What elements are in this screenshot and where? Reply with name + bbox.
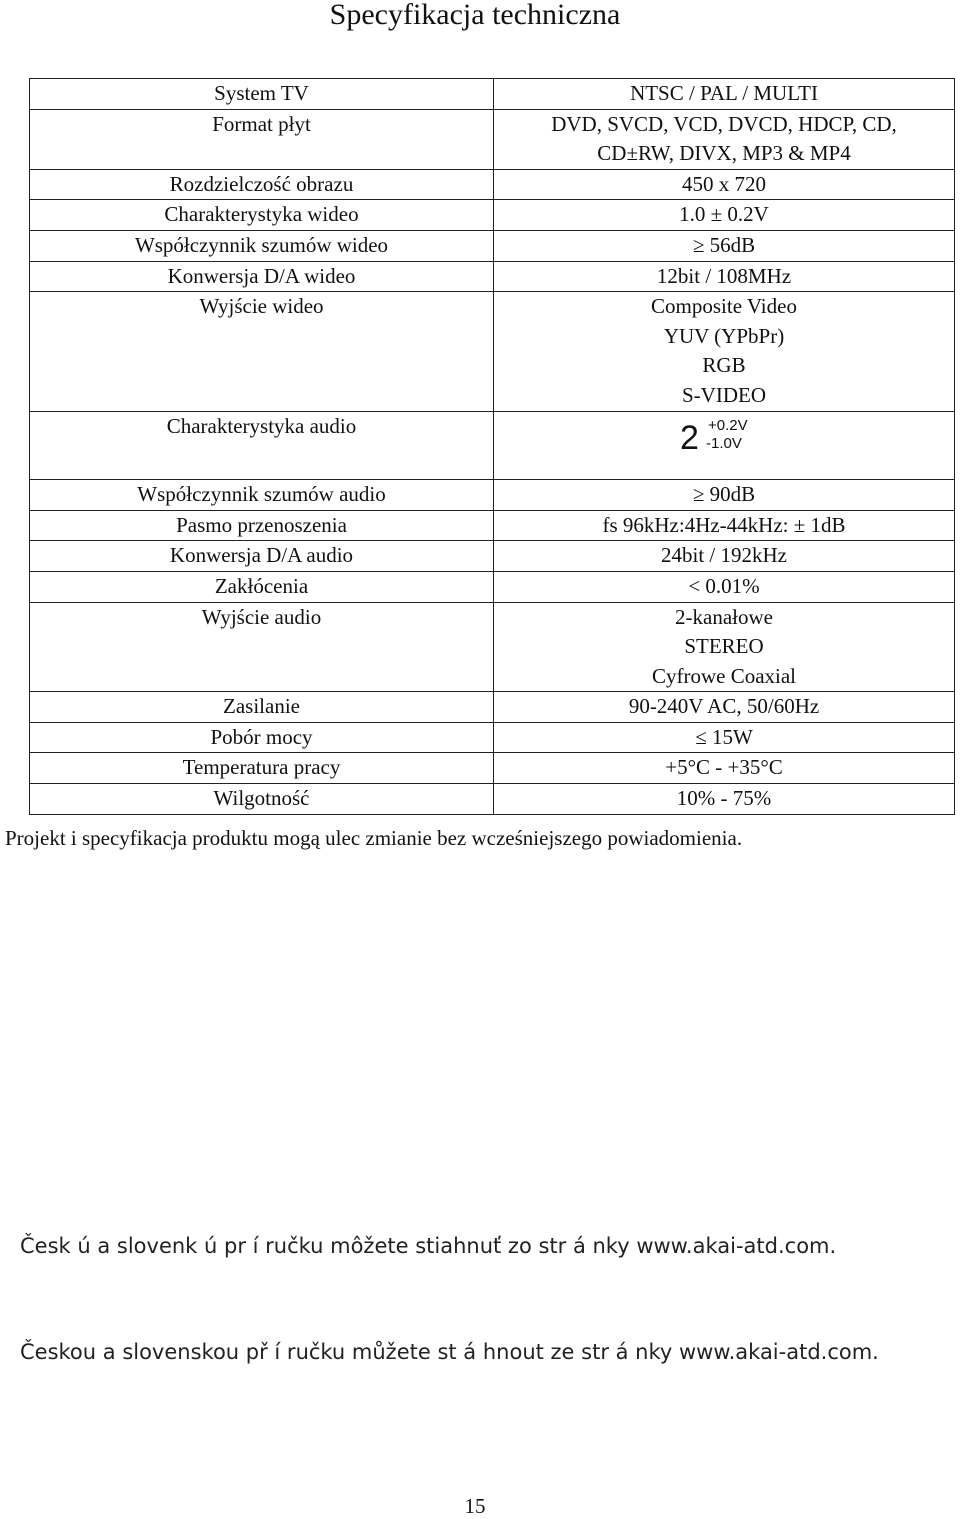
spec-value-line: 12bit / 108MHz xyxy=(656,263,792,288)
spec-row xyxy=(30,480,955,511)
spec-value-line: Composite Video xyxy=(651,294,797,319)
spec-row xyxy=(30,784,955,815)
spec-label xyxy=(30,200,494,231)
spec-row xyxy=(30,541,955,572)
spec-value xyxy=(494,230,955,261)
spec-label-text: Zakłócenia xyxy=(214,573,309,598)
change-notice: Projekt i specyfikacja produktu mogą ulec zmianie bez wcześniejszego powiadomienia. xyxy=(5,826,743,850)
spec-row xyxy=(30,169,955,200)
spec-row xyxy=(30,510,955,541)
spec-value-line: fs 96kHz:4Hz-44kHz: ± 1dB xyxy=(602,512,846,537)
spec-label-text: Zasilanie xyxy=(223,694,300,719)
slovak-manual-notice: Česk ú a slovenk ú pr í ručku môžete stiahnuť zo str á nky www.akai-atd.com. xyxy=(20,1234,837,1258)
spec-label-text: Pasmo przenoszenia xyxy=(176,512,347,537)
spec-label-text: Współczynnik szumów audio xyxy=(137,482,386,507)
audio-response-upper: +0.2V xyxy=(708,416,748,434)
audio-response-lower: -1.0V xyxy=(706,434,742,452)
spec-value-line: 10% - 75% xyxy=(676,786,772,811)
spec-label xyxy=(30,109,494,169)
spec-value xyxy=(494,261,955,292)
spec-label xyxy=(30,169,494,200)
spec-value xyxy=(494,200,955,231)
spec-value xyxy=(494,784,955,815)
audio-response-base: 2 xyxy=(680,418,699,457)
spec-label-text: System TV xyxy=(214,81,309,105)
spec-label xyxy=(30,692,494,723)
spec-value-line: 1.0 ± 0.2V xyxy=(679,202,769,227)
spec-value xyxy=(494,411,955,480)
audio-response-value xyxy=(674,412,774,471)
spec-value xyxy=(494,79,955,110)
spec-label-text: Wilgotność xyxy=(213,786,310,811)
spec-value xyxy=(494,753,955,784)
spec-row xyxy=(30,230,955,261)
spec-row xyxy=(30,722,955,753)
spec-row xyxy=(30,200,955,231)
spec-row xyxy=(30,692,955,723)
spec-label xyxy=(30,79,494,110)
spec-row xyxy=(30,411,955,480)
spec-label xyxy=(30,411,494,480)
spec-label-text: Wyjście audio xyxy=(201,604,322,629)
spec-value-line: 2-kanałowe xyxy=(675,604,773,629)
spec-label xyxy=(30,753,494,784)
spec-row xyxy=(30,261,955,292)
spec-value-line: 90-240V AC, 50/60Hz xyxy=(628,694,820,719)
spec-value xyxy=(494,602,955,692)
spec-value xyxy=(494,169,955,200)
spec-row xyxy=(30,109,955,169)
spec-label-text: Konwersja D/A audio xyxy=(169,543,354,568)
spec-label-text: Format płyt xyxy=(212,111,311,136)
spec-row xyxy=(30,79,955,110)
spec-label xyxy=(30,261,494,292)
czech-manual-notice: Českou a slovenskou př í ručku můžete st á hnout ze str á nky www.akai-atd.com. xyxy=(20,1340,879,1364)
spec-value-line: ≥ 90dB xyxy=(692,482,756,507)
spec-label-text: Temperatura pracy xyxy=(182,755,341,780)
spec-value-line: NTSC / PAL / MULTI xyxy=(630,81,818,105)
spec-value-line: 24bit / 192kHz xyxy=(661,543,787,568)
spec-row xyxy=(30,753,955,784)
spec-value-line: ≤ 15W xyxy=(695,724,753,749)
spec-value-line: STEREO xyxy=(684,634,764,659)
spec-table-body xyxy=(30,79,955,815)
spec-label xyxy=(30,571,494,602)
spec-row xyxy=(30,571,955,602)
spec-value-line: DVD, SVCD, VCD, DVCD, HDCP, CD, xyxy=(551,111,897,136)
spec-label-text: Charakterystyka audio xyxy=(166,413,357,438)
spec-label-text: Charakterystyka wideo xyxy=(164,202,359,227)
page-title: Specyfikacja techniczna xyxy=(329,0,621,31)
spec-label-text: Współczynnik szumów wideo xyxy=(134,232,389,257)
spec-row xyxy=(30,602,955,692)
spec-value xyxy=(494,292,955,411)
spec-value xyxy=(494,571,955,602)
spec-value-line: ≥ 56dB xyxy=(692,232,756,257)
spec-row xyxy=(30,292,955,411)
spec-value-line: S-VIDEO xyxy=(682,382,766,407)
spec-value-line: Cyfrowe Coaxial xyxy=(651,663,797,688)
spec-value xyxy=(494,722,955,753)
spec-value-line: YUV (YPbPr) xyxy=(663,323,785,348)
spec-value xyxy=(494,510,955,541)
spec-value xyxy=(494,541,955,572)
page-number: 15 xyxy=(464,1494,486,1518)
spec-value xyxy=(494,109,955,169)
spec-label xyxy=(30,722,494,753)
spec-value-line: RGB xyxy=(702,353,746,378)
spec-value xyxy=(494,692,955,723)
spec-label xyxy=(30,230,494,261)
spec-value-line: +5°C - +35°C xyxy=(665,755,783,780)
spec-value-line: CD±RW, DIVX, MP3 & MP4 xyxy=(597,141,851,166)
spec-label-text: Pobór mocy xyxy=(210,724,313,749)
spec-label xyxy=(30,784,494,815)
spec-label-text: Konwersja D/A wideo xyxy=(167,263,356,288)
spec-value-line: < 0.01% xyxy=(688,573,760,598)
spec-value-line: 450 x 720 xyxy=(682,171,766,196)
spec-label-text: Wyjście wideo xyxy=(199,294,324,319)
spec-label xyxy=(30,292,494,411)
spec-label xyxy=(30,541,494,572)
spec-label xyxy=(30,510,494,541)
spec-label xyxy=(30,480,494,511)
spec-label-text: Rozdzielczość obrazu xyxy=(169,171,354,196)
spec-label xyxy=(30,602,494,692)
spec-value xyxy=(494,480,955,511)
spec-table xyxy=(29,78,955,815)
